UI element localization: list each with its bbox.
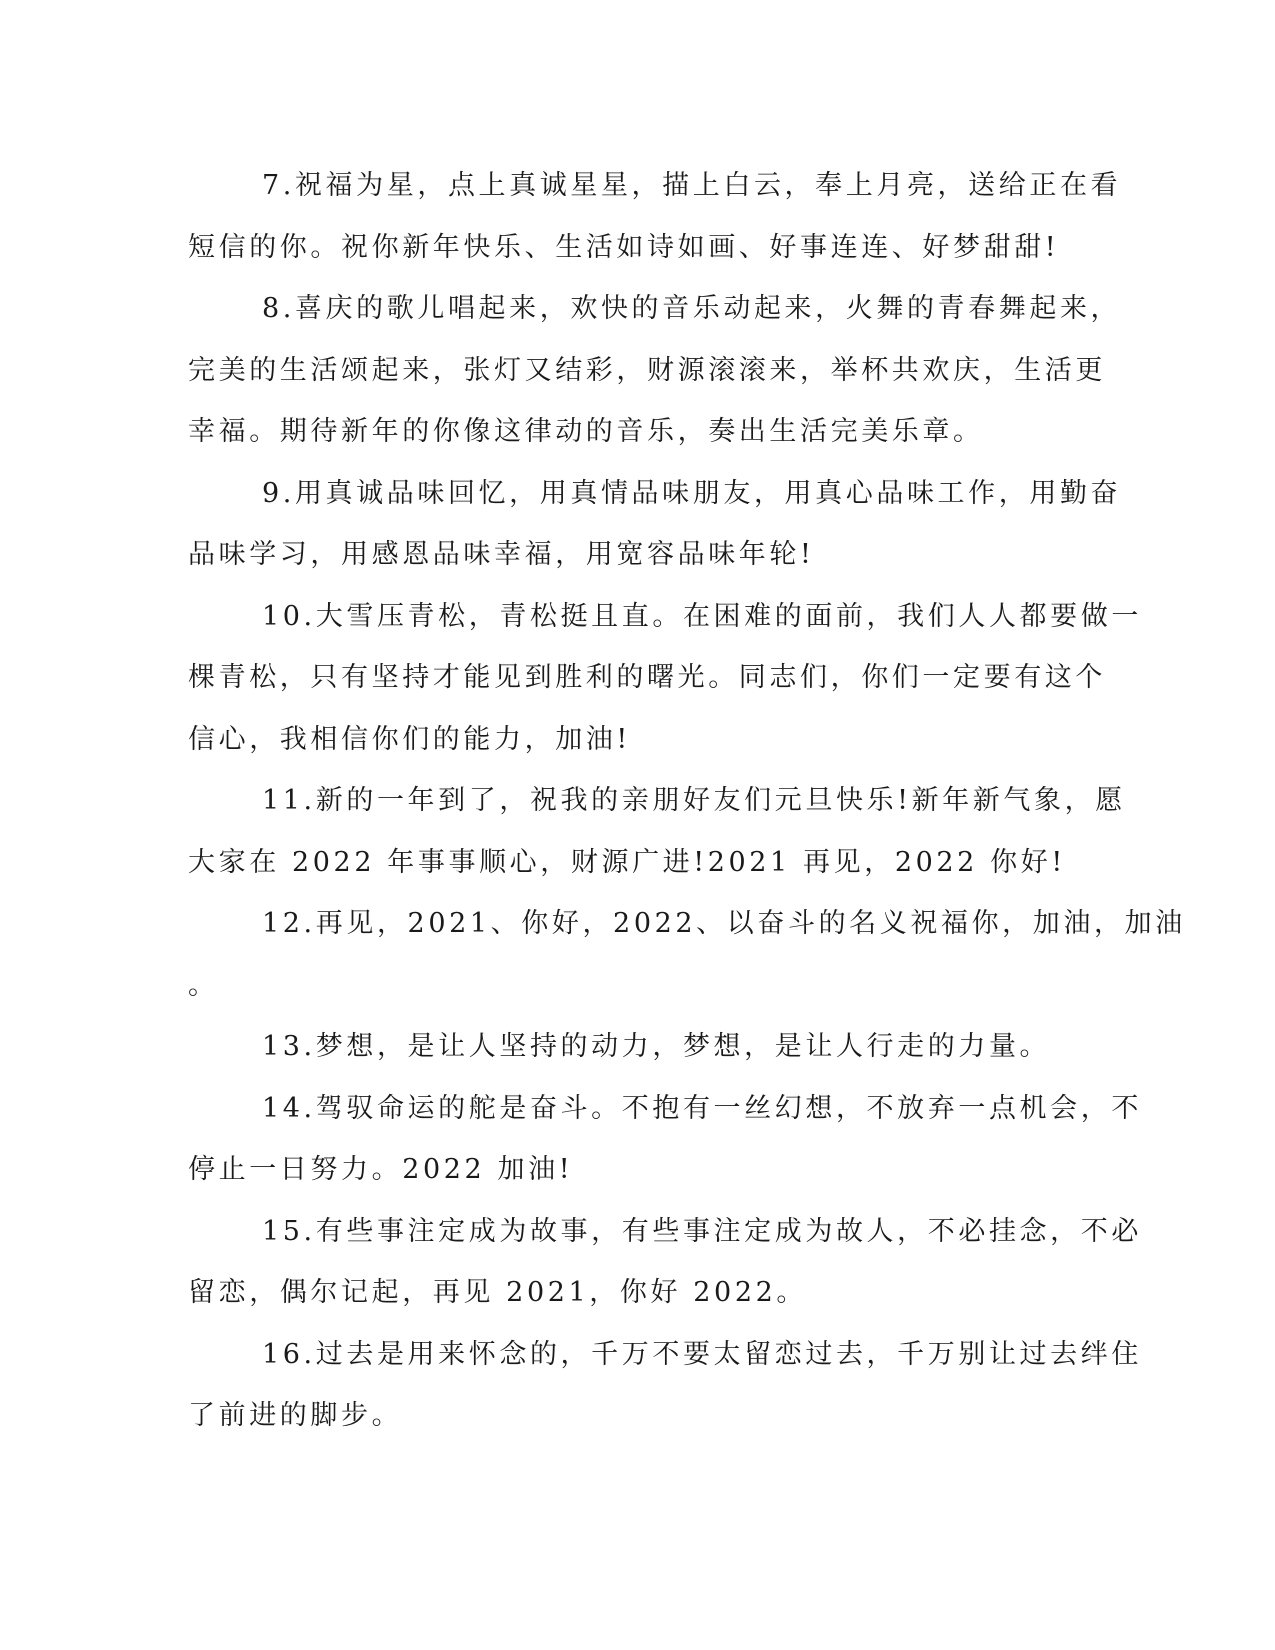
paragraph-line: 7.祝福为星，点上真诚星星，描上白云，奉上月亮，送给正在看 [262, 170, 1122, 201]
paragraph-line: 了前进的脚步。 [188, 1400, 403, 1431]
paragraph-line: 9.用真诚品味回忆，用真情品味朋友，用真心品味工作，用勤奋 [262, 477, 1122, 509]
paragraph-14 [188, 1078, 1142, 1201]
paragraph-11 [188, 770, 1126, 893]
paragraph-line: 15.有些事注定成为故事，有些事注定成为故人，不必挂念，不必 [262, 1215, 1142, 1247]
paragraph-line: 。 [188, 969, 219, 1001]
document-body [188, 155, 1186, 1447]
paragraph-line: 11.新的一年到了，祝我的亲朋好友们元旦快乐!新年新气象，愿 [262, 785, 1126, 816]
paragraph-7 [188, 155, 1122, 278]
paragraph-line: 13.梦想，是让人坚持的动力，梦想，是让人行走的力量。 [262, 1031, 1051, 1062]
paragraph-line: 12.再见，2021、你好，2022、以奋斗的名义祝福你，加油，加油 [262, 908, 1186, 939]
paragraph-line: 棵青松，只有坚持才能见到胜利的曙光。同志们，你们一定要有这个 [188, 662, 1106, 693]
paragraph-line: 幸福。期待新年的你像这律动的音乐，奏出生活完美乐章。 [188, 416, 984, 447]
paragraph-9 [188, 463, 1122, 586]
paragraph-line: 停止一日努力。2022 加油! [188, 1154, 574, 1185]
paragraph-8 [188, 278, 1122, 463]
paragraph-line: 8.喜庆的歌儿唱起来，欢快的音乐动起来，火舞的青春舞起来， [262, 293, 1122, 324]
paragraph-line: 品味学习，用感恩品味幸福，用宽容品味年轮! [188, 539, 815, 570]
paragraph-line: 大家在 2022 年事事顺心，财源广进!2021 再见，2022 你好! [188, 846, 1066, 878]
paragraph-10 [188, 586, 1142, 771]
paragraph-12 [188, 893, 1186, 1016]
paragraph-16 [188, 1324, 1142, 1447]
paragraph-line: 10.大雪压青松，青松挺且直。在困难的面前，我们人人都要做一 [262, 600, 1142, 632]
paragraph-13 [188, 1016, 1081, 1078]
paragraph-line: 14.驾驭命运的舵是奋斗。不抱有一丝幻想，不放弃一点机会，不 [262, 1092, 1142, 1124]
paragraph-line: 短信的你。祝你新年快乐、生活如诗如画、好事连连、好梦甜甜! [188, 231, 1060, 263]
paragraph-line: 留恋，偶尔记起，再见 2021，你好 2022。 [188, 1277, 807, 1308]
paragraph-15 [188, 1201, 1142, 1324]
paragraph-line: 信心，我相信你们的能力，加油! [188, 723, 631, 755]
paragraph-line: 完美的生活颂起来，张灯又结彩，财源滚滚来，举杯共欢庆，生活更 [188, 354, 1106, 386]
paragraph-line: 16.过去是用来怀念的，千万不要太留恋过去，千万别让过去绊住 [262, 1338, 1142, 1370]
